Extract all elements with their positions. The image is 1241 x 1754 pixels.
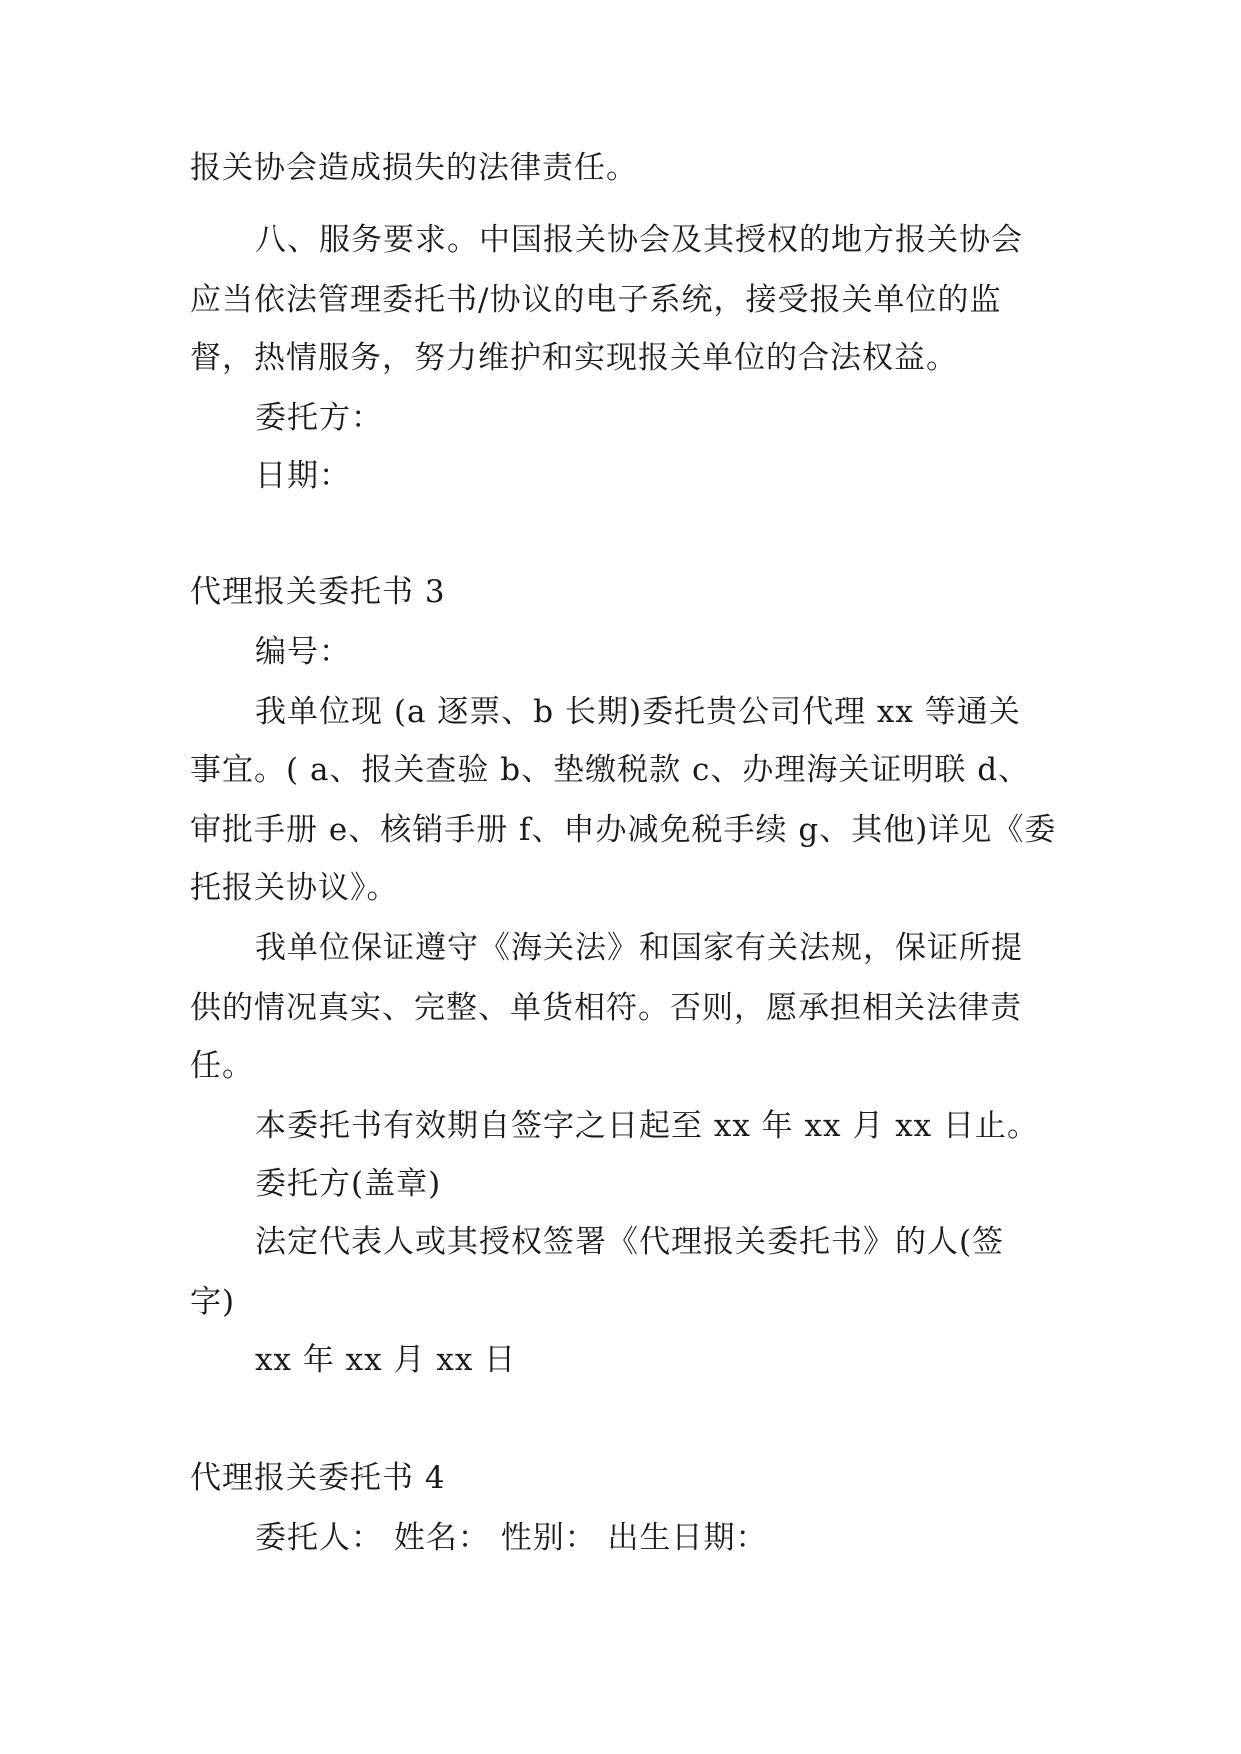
section-title: 代理报关委托书 4 bbox=[190, 1460, 446, 1496]
paragraph-line: 我单位现 (a 逐票、b 长期)委托贵公司代理 xx 等通关 bbox=[255, 694, 1021, 730]
paragraph-line: 任。 bbox=[190, 1048, 254, 1084]
paragraph-line: 字) bbox=[190, 1284, 236, 1320]
signatory-seal-label: 委托方(盖章) bbox=[255, 1166, 442, 1202]
paragraph-line: 应当依法管理委托书/协议的电子系统，接受报关单位的监 bbox=[190, 282, 1002, 318]
paragraph-line: 事宜。( a、报关查验 b、垫缴税款 c、办理海关证明联 d、 bbox=[190, 752, 1031, 788]
paragraph-line: 报关协会造成损失的法律责任。 bbox=[190, 150, 638, 186]
paragraph-line: 督，热情服务，努力维护和实现报关单位的合法权益。 bbox=[190, 340, 958, 376]
signatory-label: 委托方： bbox=[255, 400, 383, 436]
paragraph-line: 八、服务要求。中国报关协会及其授权的地方报关协会 bbox=[255, 222, 1023, 258]
section-title: 代理报关委托书 3 bbox=[190, 574, 446, 610]
date-line: xx 年 xx 月 xx 日 bbox=[255, 1342, 517, 1378]
paragraph-line: 本委托书有效期自签字之日起至 xx 年 xx 月 xx 日止。 bbox=[255, 1108, 1040, 1144]
paragraph-line: 法定代表人或其授权签署《代理报关委托书》的人(签 bbox=[255, 1224, 1005, 1260]
paragraph-line: 我单位保证遵守《海关法》和国家有关法规，保证所提 bbox=[255, 930, 1023, 966]
paragraph-line: 供的情况真实、完整、单货相符。否则，愿承担相关法律责 bbox=[190, 990, 1022, 1026]
paragraph-line: 委托人： 姓名： 性别： 出生日期： bbox=[255, 1520, 768, 1556]
date-label: 日期： bbox=[255, 458, 351, 494]
number-label: 编号： bbox=[255, 634, 351, 670]
paragraph-line: 托报关协议》。 bbox=[190, 870, 399, 906]
paragraph-line: 审批手册 e、核销手册 f、申办减免税手续 g、其他)详见《委 bbox=[190, 812, 1057, 848]
